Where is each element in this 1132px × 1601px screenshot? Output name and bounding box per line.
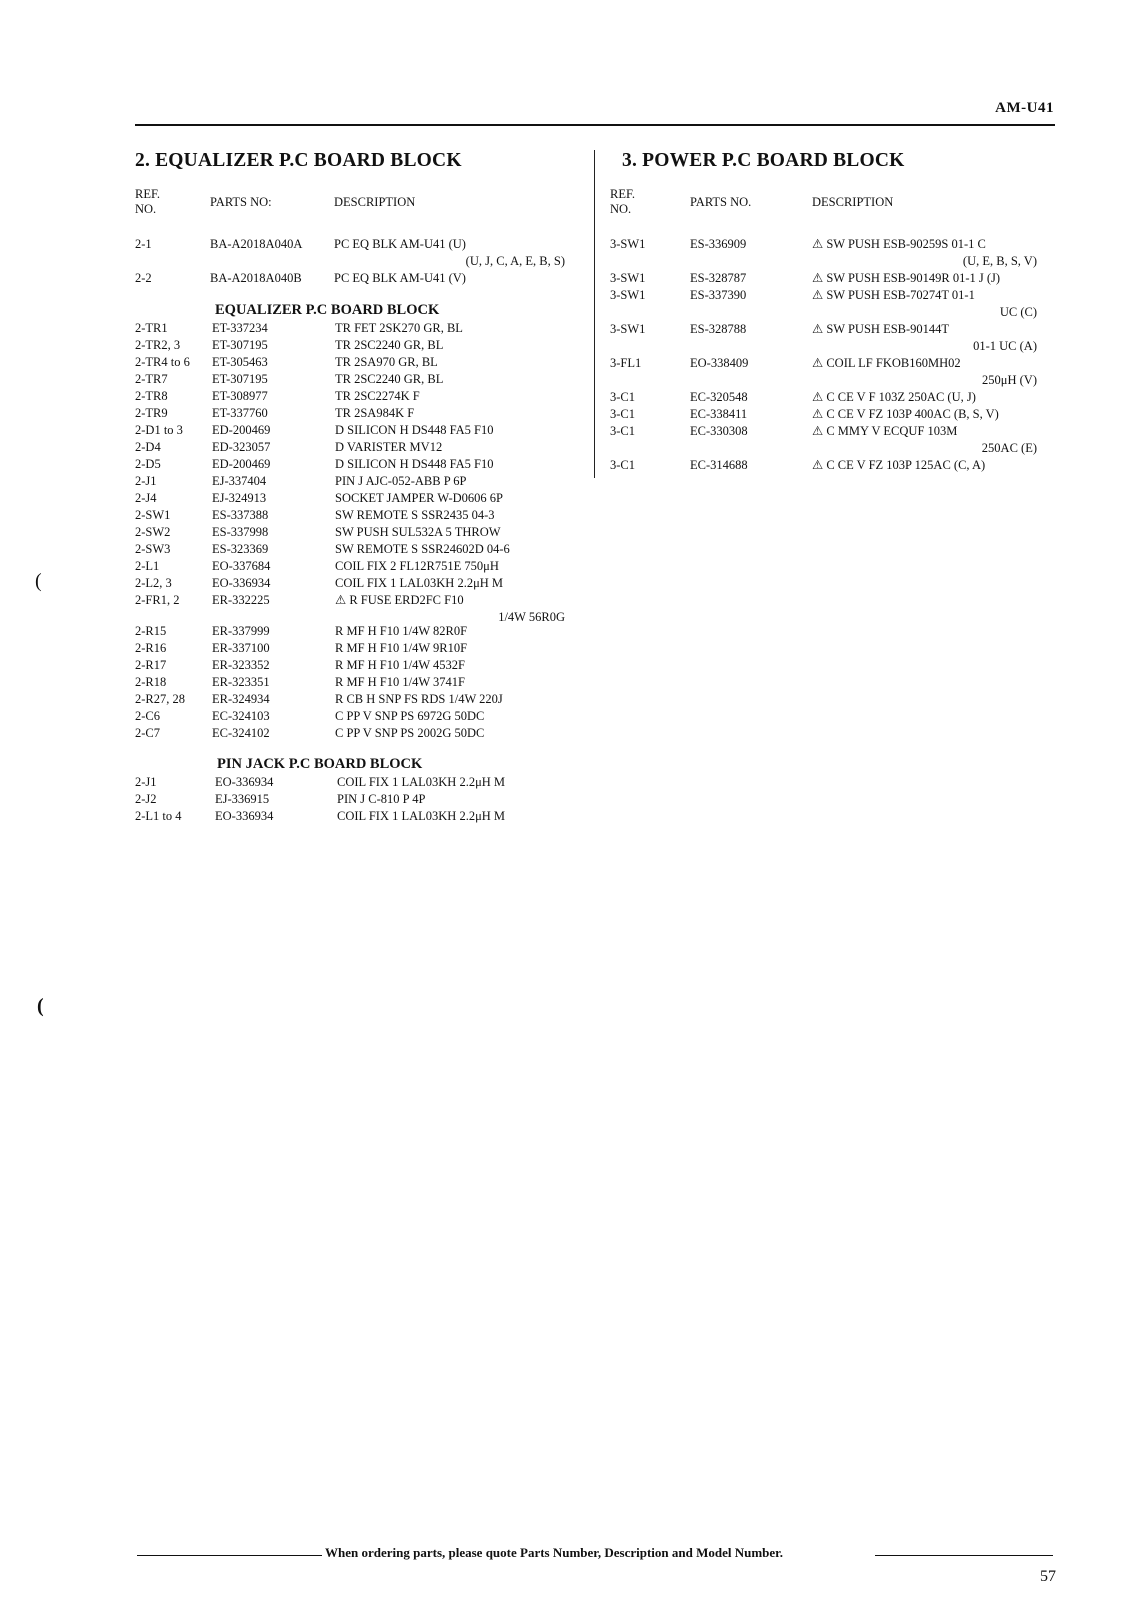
cell-desc: ⚠ SW PUSH ESB-90144T [812, 322, 950, 336]
table-row [135, 558, 565, 575]
cell-desc: TR FET 2SK270 GR, BL [335, 321, 463, 335]
cell-part: EJ-336915 [215, 792, 270, 806]
cell-ref: 2-R16 [135, 641, 167, 655]
table-row [135, 320, 565, 337]
cell-part: EO-338409 [690, 356, 749, 370]
cell-desc: SOCKET JAMPER W-D0606 6P [335, 491, 503, 505]
table-row [135, 808, 565, 825]
cell-part: ET-305463 [212, 355, 268, 369]
cell-desc: 250AC (E) [981, 441, 1037, 455]
cell-desc: ⚠ SW PUSH ESB-90149R 01-1 J (J) [812, 271, 1001, 285]
cell-ref: 2-TR8 [135, 389, 168, 403]
right-col-ref-header: REF. NO. [610, 187, 636, 216]
cell-ref: 2-J1 [135, 775, 157, 789]
cell-ref: 3-C1 [610, 458, 635, 472]
cell-part: ES-328788 [690, 322, 747, 336]
ordering-note: When ordering parts, please quote Parts Number, Description and Model Number. [325, 1545, 784, 1560]
cell-part: EC-320548 [690, 390, 748, 404]
cell-desc: PIN J C-810 P 4P [337, 792, 426, 806]
cell-part: ES-337998 [212, 525, 269, 539]
table-row [135, 623, 565, 640]
cell-desc: ⚠ SW PUSH ESB-90259S 01-1 C [812, 237, 986, 251]
table-row [610, 457, 1037, 474]
cell-part: EO-336934 [212, 576, 271, 590]
margin-mark: ( [37, 995, 44, 1017]
table-row [135, 691, 565, 708]
cell-part: ER-323352 [212, 658, 270, 672]
cell-part: EO-336934 [215, 775, 274, 789]
cell-desc: R MF H F10 1/4W 9R10F [335, 641, 468, 655]
right-col-parts-header: PARTS NO. [690, 195, 752, 209]
table-row [610, 338, 1037, 355]
table-row [610, 389, 1037, 406]
cell-ref: 2-L2, 3 [135, 576, 172, 590]
pinjack-subsection-title: PIN JACK P.C BOARD BLOCK [217, 756, 423, 772]
cell-ref: 2-J1 [135, 474, 157, 488]
cell-desc: PC EQ BLK AM-U41 (V) [334, 271, 466, 285]
cell-ref: 3-FL1 [610, 356, 642, 370]
cell-part: ET-308977 [212, 389, 268, 403]
cell-part: EO-336934 [215, 809, 274, 823]
cell-desc: PIN J AJC-052-ABB P 6P [335, 474, 467, 488]
cell-ref: 2-R27, 28 [135, 692, 185, 706]
table-row [135, 541, 565, 558]
table-row [610, 423, 1037, 440]
cell-part: EJ-337404 [212, 474, 267, 488]
cell-desc: COIL FIX 1 LAL03KH 2.2μH M [337, 809, 506, 823]
table-row [135, 439, 565, 456]
cell-ref: 3-C1 [610, 424, 635, 438]
table-row [135, 473, 565, 490]
cell-desc: COIL FIX 1 LAL03KH 2.2μH M [337, 775, 506, 789]
cell-ref: 2-TR9 [135, 406, 168, 420]
cell-part: ES-337390 [690, 288, 747, 302]
cell-part: BA-A2018A040B [210, 271, 302, 285]
cell-desc: TR 2SC2240 GR, BL [335, 338, 444, 352]
cell-desc: SW PUSH SUL532A 5 THROW [335, 525, 501, 539]
table-row [135, 674, 565, 691]
cell-desc: PC EQ BLK AM-U41 (U) [334, 237, 466, 251]
table-row [610, 355, 1037, 372]
cell-desc: COIL FIX 2 FL12R751E 750μH [335, 559, 499, 573]
cell-ref: 2-L1 [135, 559, 160, 573]
cell-ref: 3-SW1 [610, 237, 646, 251]
power-parts-table [610, 236, 1037, 474]
cell-ref: 2-SW1 [135, 508, 171, 522]
table-row [135, 405, 565, 422]
cell-part: ES-323369 [212, 542, 269, 556]
cell-desc: TR 2SA970 GR, BL [335, 355, 438, 369]
table-row [135, 388, 565, 405]
cell-part: ES-328787 [690, 271, 747, 285]
cell-part: EC-324103 [212, 709, 270, 723]
cell-desc: C PP V SNP PS 6972G 50DC [335, 709, 485, 723]
cell-desc: SW REMOTE S SSR24602D 04-6 [335, 542, 510, 556]
cell-desc: ⚠ C CE V FZ 103P 125AC (C, A) [812, 458, 986, 472]
cell-desc: UC (C) [999, 305, 1037, 319]
cell-desc: TR 2SC2240 GR, BL [335, 372, 444, 386]
cell-part: ES-336909 [690, 237, 747, 251]
right-col-desc-header: DESCRIPTION [812, 195, 894, 209]
table-row [610, 287, 1037, 304]
cell-desc: 1/4W 56R0G [498, 610, 565, 624]
cell-ref: 2-FR1, 2 [135, 593, 180, 607]
table-row [135, 708, 565, 725]
left-col-desc-header: DESCRIPTION [334, 195, 416, 209]
table-row [135, 507, 565, 524]
table-row [135, 456, 565, 473]
cell-ref: 2-R18 [135, 675, 167, 689]
cell-part: EJ-324913 [212, 491, 267, 505]
cell-ref: 2-L1 to 4 [135, 809, 182, 823]
table-row [135, 791, 565, 808]
equalizer-section-title: 2. EQUALIZER P.C BOARD BLOCK [135, 150, 462, 171]
cell-desc: R MF H F10 1/4W 82R0F [335, 624, 468, 638]
left-top-table [135, 236, 565, 287]
equalizer-parts-table [135, 320, 565, 626]
cell-ref: 2-2 [135, 271, 152, 285]
cell-desc: D SILICON H DS448 FA5 F10 [335, 423, 494, 437]
cell-part: EO-337684 [212, 559, 271, 573]
cell-desc: 250μH (V) [982, 373, 1037, 387]
cell-part: ED-200469 [212, 457, 271, 471]
left-col-ref-header: REF. NO. [135, 187, 161, 216]
cell-part: ET-307195 [212, 372, 268, 386]
cell-desc: ⚠ C CE V FZ 103P 400AC (B, S, V) [812, 407, 999, 421]
cell-ref: 2-TR1 [135, 321, 168, 335]
table-row [610, 236, 1037, 253]
cell-ref: 2-TR7 [135, 372, 168, 386]
table-row [610, 372, 1037, 389]
cell-desc: R MF H F10 1/4W 4532F [335, 658, 466, 672]
cell-part: ED-200469 [212, 423, 271, 437]
left-col-parts-header: PARTS NO: [210, 195, 272, 209]
table-row [135, 422, 565, 439]
cell-part: ET-307195 [212, 338, 268, 352]
cell-ref: 2-D5 [135, 457, 161, 471]
table-row [610, 304, 1037, 321]
cell-desc: TR 2SC2274K F [335, 389, 420, 403]
cell-desc: COIL FIX 1 LAL03KH 2.2μH M [335, 576, 504, 590]
cell-part: ER-337999 [212, 624, 270, 638]
footer-rule-right [875, 1555, 1053, 1556]
cell-desc: ⚠ COIL LF FKOB160MH02 [812, 356, 961, 370]
cell-ref: 2-D1 to 3 [135, 423, 183, 437]
cell-part: ER-324934 [212, 692, 270, 706]
cell-part: ER-323351 [212, 675, 270, 689]
cell-desc: D SILICON H DS448 FA5 F10 [335, 457, 494, 471]
cell-desc: (U, J, C, A, E, B, S) [465, 254, 565, 268]
page-number: 57 [1040, 1568, 1056, 1585]
model-number: AM-U41 [995, 100, 1054, 116]
table-row [135, 236, 565, 253]
cell-ref: 3-SW1 [610, 322, 646, 336]
cell-desc: D VARISTER MV12 [335, 440, 443, 454]
table-row [135, 270, 565, 287]
table-row [135, 657, 565, 674]
cell-desc: ⚠ C CE V F 103Z 250AC (U, J) [812, 390, 976, 404]
table-row [610, 440, 1037, 457]
cell-part: BA-A2018A040A [210, 237, 303, 251]
cell-ref: 2-SW2 [135, 525, 171, 539]
equalizer-subsection-title: EQUALIZER P.C BOARD BLOCK [215, 302, 440, 318]
cell-ref: 2-SW3 [135, 542, 171, 556]
cell-part: ER-337100 [212, 641, 270, 655]
cell-ref: 3-SW1 [610, 271, 646, 285]
cell-desc: ⚠ R FUSE ERD2FC F10 [335, 593, 464, 607]
table-row [135, 640, 565, 657]
cell-ref: 3-C1 [610, 407, 635, 421]
cell-part: ES-337388 [212, 508, 269, 522]
table-row [135, 725, 565, 742]
table-row [135, 592, 565, 609]
cell-desc: R MF H F10 1/4W 3741F [335, 675, 466, 689]
table-row [135, 337, 565, 354]
power-section-title: 3. POWER P.C BOARD BLOCK [622, 150, 905, 171]
cell-part: EC-330308 [690, 424, 748, 438]
cell-ref: 2-C6 [135, 709, 160, 723]
cell-desc: ⚠ SW PUSH ESB-70274T 01-1 [812, 288, 975, 302]
table-row [610, 406, 1037, 423]
table-row [135, 524, 565, 541]
table-row [610, 253, 1037, 270]
cell-desc: 01-1 UC (A) [973, 339, 1037, 353]
cell-desc: ⚠ C MMY V ECQUF 103M [812, 424, 958, 438]
cell-desc: R CB H SNP FS RDS 1/4W 220J [335, 692, 503, 706]
resistor-parts-table [135, 623, 565, 742]
header-rule [135, 124, 1055, 126]
cell-part: ET-337234 [212, 321, 268, 335]
cell-desc: SW REMOTE S SSR2435 04-3 [335, 508, 495, 522]
cell-ref: 3-SW1 [610, 288, 646, 302]
cell-part: EC-338411 [690, 407, 748, 421]
table-row [135, 490, 565, 507]
cell-ref: 2-TR2, 3 [135, 338, 181, 352]
cell-ref: 2-R15 [135, 624, 167, 638]
table-row [610, 321, 1037, 338]
cell-ref: 2-J4 [135, 491, 157, 505]
table-row [135, 774, 565, 791]
pinjack-parts-table [135, 774, 565, 825]
cell-part: EC-314688 [690, 458, 748, 472]
footer-rule-left [137, 1555, 322, 1556]
cell-ref: 2-TR4 to 6 [135, 355, 190, 369]
table-row [135, 575, 565, 592]
cell-ref: 3-C1 [610, 390, 635, 404]
cell-desc: (U, E, B, S, V) [962, 254, 1037, 268]
table-row [135, 371, 565, 388]
cell-ref: 2-D4 [135, 440, 161, 454]
cell-ref: 2-1 [135, 237, 152, 251]
table-row [610, 270, 1037, 287]
cell-ref: 2-C7 [135, 726, 160, 740]
cell-desc: C PP V SNP PS 2002G 50DC [335, 726, 485, 740]
cell-desc: TR 2SA984K F [335, 406, 415, 420]
cell-part: ED-323057 [212, 440, 271, 454]
column-divider [594, 150, 595, 478]
cell-part: EC-324102 [212, 726, 270, 740]
table-row [135, 253, 565, 270]
table-row [135, 354, 565, 371]
cell-ref: 2-J2 [135, 792, 157, 806]
margin-mark: ( [35, 570, 42, 592]
cell-ref: 2-R17 [135, 658, 167, 672]
cell-part: ET-337760 [212, 406, 268, 420]
cell-part: ER-332225 [212, 593, 270, 607]
